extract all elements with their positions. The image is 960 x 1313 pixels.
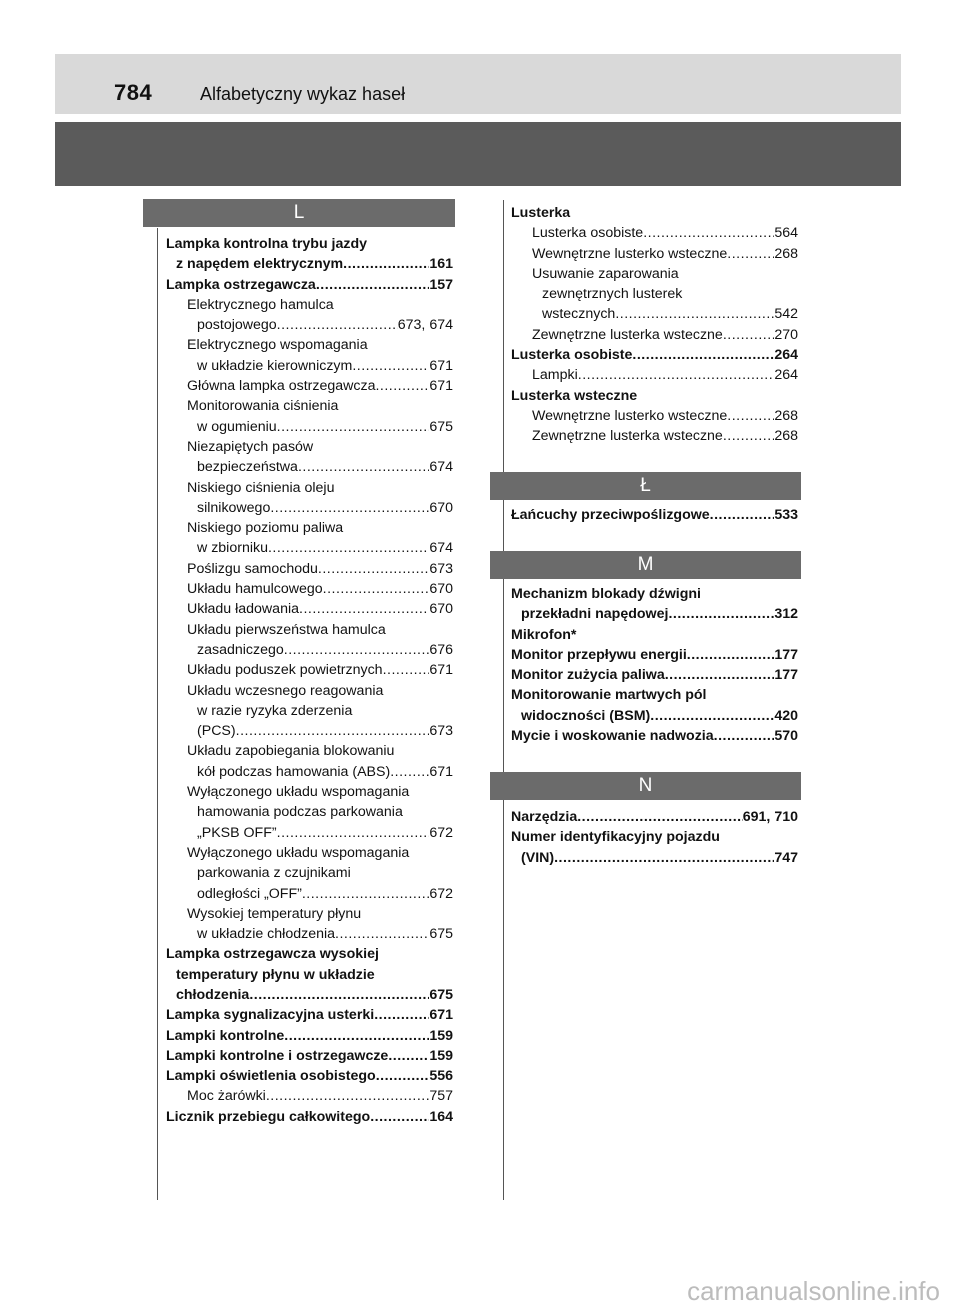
- index-entry: [511, 345, 798, 365]
- index-entry: [166, 376, 453, 396]
- index-entry-term: Lampka kontrolna trybu jazdy: [166, 236, 368, 252]
- index-entry-page: 671: [429, 1007, 453, 1024]
- index-entry-page: 675: [429, 986, 453, 1003]
- index-entry-leader: [270, 498, 429, 518]
- index-entry-page: 312: [774, 606, 798, 623]
- section-header-m: M: [490, 551, 801, 579]
- index-entry-term: Niskiego poziomu paliwa: [187, 520, 344, 537]
- index-entry-term: Wewnętrzne lusterko wsteczne: [532, 407, 728, 424]
- index-entry-leader: [390, 762, 429, 782]
- index-entry-term: zasadniczego: [197, 641, 284, 658]
- index-entry-leader: [650, 706, 774, 726]
- index-list-n: [511, 807, 798, 868]
- index-entry-term: (VIN): [521, 849, 555, 866]
- index-entry-term: w razie ryzyka zderzenia: [197, 702, 353, 719]
- section-header-n: N: [490, 772, 801, 800]
- section-header-l-stroke: Ł: [490, 472, 801, 500]
- index-entry-leader: [632, 345, 774, 365]
- index-entry-leader: [554, 848, 774, 868]
- index-entry-page: 159: [429, 1027, 453, 1044]
- index-entry: [166, 254, 453, 274]
- index-entry: [166, 1066, 453, 1086]
- index-entry: [166, 457, 453, 477]
- index-entry-leader: [284, 640, 430, 660]
- index-entry: [511, 584, 798, 604]
- index-entry: [166, 234, 453, 254]
- index-entry-term: Zewnętrzne lusterka wsteczne: [532, 428, 723, 445]
- index-entry-term: w układzie chłodzenia: [197, 926, 336, 943]
- index-entry-page: 270: [774, 326, 798, 343]
- index-entry: [166, 417, 453, 437]
- index-entry: [166, 985, 453, 1005]
- index-entry-leader: [266, 1086, 429, 1106]
- index-entry: [166, 1046, 453, 1066]
- index-entry: [166, 396, 453, 416]
- index-entry-leader: [316, 275, 430, 295]
- index-entry-page: 670: [429, 601, 453, 618]
- index-entry-leader: [615, 304, 774, 324]
- index-entry-term: w zbiorniku: [197, 540, 268, 557]
- index-entry: [166, 823, 453, 843]
- index-entry: [166, 681, 453, 701]
- index-entry-term: zewnętrznych lusterek: [542, 286, 683, 303]
- index-entry-page: 671: [429, 763, 453, 780]
- section-header-l: L: [143, 199, 455, 227]
- index-entry-term: (PCS): [197, 723, 236, 740]
- index-entry-page: 691, 710: [742, 809, 798, 825]
- index-entry-page: 674: [429, 459, 453, 476]
- index-entry-page: 670: [429, 499, 453, 516]
- index-entry: [166, 863, 453, 883]
- index-entry: [511, 203, 798, 223]
- header-band: [55, 54, 901, 114]
- header-dark-band: [55, 122, 901, 186]
- index-entry-term: silnikowego: [197, 499, 271, 516]
- index-list-l-continued: [511, 203, 798, 447]
- index-entry: [511, 848, 798, 868]
- watermark-text: carmanualsonline.info: [687, 1276, 940, 1306]
- index-entry-leader: [710, 505, 775, 525]
- index-entry-term: Układu ładowania: [187, 601, 299, 618]
- index-entry-leader: [298, 457, 429, 477]
- index-entry-term: Lampka ostrzegawcza: [166, 276, 316, 293]
- index-entry-leader: [714, 726, 775, 746]
- index-entry: [166, 275, 453, 295]
- index-entry-page: 177: [774, 646, 798, 663]
- index-entry-term: Układu zapobiegania blokowaniu: [187, 743, 395, 760]
- index-entry-term: w ogumieniu: [197, 418, 277, 435]
- index-entry-term: hamowania podczas parkowania: [197, 804, 403, 821]
- index-entry-term: chłodzenia: [176, 986, 250, 1003]
- index-entry: [166, 965, 453, 985]
- index-entry: [511, 625, 798, 645]
- index-entry-term: Wyłączonego układu wspomagania: [187, 844, 410, 861]
- index-entry: [166, 1026, 453, 1046]
- index-entry-leader: [302, 884, 429, 904]
- index-entry-leader: [236, 721, 430, 741]
- index-entry: [166, 904, 453, 924]
- index-entry-page: 164: [429, 1108, 453, 1125]
- index-entry-term: Lampki kontrolne i ostrzegawcze: [166, 1047, 389, 1064]
- index-entry-page: 420: [774, 707, 798, 724]
- index-entry-term: Elektrycznego hamulca: [187, 296, 334, 313]
- index-entry-term: Lampki: [532, 367, 578, 384]
- index-entry: [511, 807, 798, 827]
- index-entry-term: Łańcuchy przeciwpoślizgowe: [511, 507, 710, 523]
- index-entry: [166, 518, 453, 538]
- index-entry-leader: [643, 223, 774, 243]
- index-entry-term: postojowego: [197, 317, 277, 334]
- index-entry-term: w układzie kierowniczym: [197, 357, 353, 374]
- index-entry: [511, 827, 798, 847]
- index-entry-term: Numer identyfikacyjny pojazdu: [511, 829, 720, 846]
- index-entry-page: 673: [429, 723, 453, 740]
- index-entry: [166, 843, 453, 863]
- index-entry-page: 268: [774, 245, 798, 262]
- index-entry-leader: [376, 1066, 430, 1086]
- index-entry: [166, 1107, 453, 1127]
- index-entry-term: z napędem elektrycznym: [176, 256, 344, 273]
- index-entry: [511, 325, 798, 345]
- index-entry-leader: [352, 356, 429, 376]
- index-entry-term: bezpieczeństwa: [197, 459, 298, 476]
- index-entry-leader: [723, 426, 775, 446]
- index-entry: [166, 1086, 453, 1106]
- index-entry: [166, 538, 453, 558]
- index-entry-page: 570: [774, 728, 798, 745]
- index-entry-page: 676: [429, 641, 453, 658]
- index-entry: [166, 1005, 453, 1025]
- index-entry: [166, 498, 453, 518]
- index-entry-term: Lampka ostrzegawcza wysokiej: [166, 946, 379, 963]
- index-entry-term: Układu pierwszeństwa hamulca: [187, 621, 386, 638]
- index-entry-leader: [727, 406, 774, 426]
- index-entry-term: Wewnętrzne lusterko wsteczne: [532, 245, 728, 262]
- index-entry-leader: [277, 823, 430, 843]
- index-entry-term: kół podczas hamowania (ABS): [197, 763, 391, 780]
- index-entry-page: 673, 674: [397, 317, 453, 334]
- index-entry-leader: [299, 599, 429, 619]
- index-entry-page: 268: [774, 428, 798, 445]
- index-entry: [166, 295, 453, 315]
- index-entry: [166, 640, 453, 660]
- index-entry-term: Moc żarówki: [187, 1088, 266, 1105]
- column-divider-left: [157, 228, 158, 1200]
- index-entry-leader: [578, 365, 775, 385]
- index-entry-leader: [284, 1026, 429, 1046]
- index-entry-term: Wysokiej temperatury płynu: [187, 905, 362, 922]
- index-entry: [511, 505, 798, 525]
- index-entry-term: Lusterka osobiste: [511, 347, 633, 364]
- index-entry: [511, 264, 798, 284]
- index-entry-page: 671: [429, 357, 453, 374]
- index-entry: [166, 782, 453, 802]
- index-entry-term: Lampki kontrolne: [166, 1027, 285, 1044]
- index-entry: [511, 365, 798, 385]
- index-entry-page: 533: [774, 507, 798, 523]
- index-entry-term: Poślizgu samochodu: [187, 560, 318, 577]
- index-entry-term: Usuwanie zaparowania: [532, 265, 679, 282]
- index-entry-page: 177: [774, 667, 798, 684]
- index-entry-page: 268: [774, 407, 798, 424]
- index-entry-leader: [375, 376, 429, 396]
- index-entry: [511, 304, 798, 324]
- index-entry-page: 670: [429, 581, 453, 598]
- index-entry-leader: [577, 807, 743, 827]
- index-entry-term: przekładni napędowej: [521, 606, 669, 623]
- page-title: Alfabetyczny wykaz haseł: [200, 84, 406, 104]
- index-entry-page: 673: [429, 560, 453, 577]
- index-entry-leader: [343, 254, 429, 274]
- index-entry: [166, 924, 453, 944]
- index-entry-term: Monitor zużycia paliwa: [511, 667, 665, 684]
- index-entry-term: Wyłączonego układu wspomagania: [187, 784, 410, 801]
- index-entry-term: Monitorowania ciśnienia: [187, 398, 339, 415]
- index-entry-term: widoczności (BSM): [521, 707, 651, 724]
- index-entry: [166, 559, 453, 579]
- index-entry-term: Układu wczesnego reagowania: [187, 682, 384, 699]
- index-entry-page: 556: [429, 1068, 453, 1085]
- index-entry-page: 671: [429, 378, 453, 395]
- index-entry-leader: [277, 417, 430, 437]
- index-entry-term: wstecznych: [542, 306, 616, 323]
- index-entry-term: odległości „OFF”: [197, 885, 302, 902]
- index-entry: [166, 660, 453, 680]
- index-entry: [511, 426, 798, 446]
- index-entry-page: 757: [429, 1088, 453, 1105]
- index-entry: [166, 944, 453, 964]
- index-entry-term: Niezapiętych pasów: [187, 438, 314, 455]
- index-list-m: [511, 584, 798, 746]
- index-entry: [511, 406, 798, 426]
- index-entry: [511, 685, 798, 705]
- index-entry-page: 542: [774, 306, 798, 323]
- index-entry-leader: [374, 1005, 429, 1025]
- index-entry-leader: [370, 1107, 429, 1127]
- index-entry: [511, 244, 798, 264]
- index-entry-page: 675: [429, 926, 453, 943]
- index-entry: [166, 741, 453, 761]
- index-entry: [166, 620, 453, 640]
- column-divider-right: [503, 200, 504, 1200]
- index-entry-term: Monitor przepływu energii: [511, 646, 687, 663]
- index-entry-leader: [249, 985, 429, 1005]
- index-entry-term: Lusterka osobiste: [532, 225, 644, 242]
- index-entry-term: „PKSB OFF”: [197, 824, 277, 841]
- index-entry-term: parkowania z czujnikami: [197, 865, 351, 882]
- index-entry-page: 672: [429, 885, 453, 902]
- index-entry-leader: [668, 604, 774, 624]
- index-entry-term: Lampki oświetlenia osobistego: [166, 1068, 376, 1085]
- index-entry-leader: [277, 315, 398, 335]
- index-list-l-stroke: [511, 505, 798, 525]
- index-entry-page: 747: [774, 849, 798, 866]
- index-entry: [166, 356, 453, 376]
- index-entry-page: 161: [429, 256, 453, 273]
- index-entry-leader: [318, 559, 429, 579]
- index-entry: [511, 665, 798, 685]
- index-entry-page: 264: [774, 347, 798, 364]
- index-entry: [166, 721, 453, 741]
- index-entry: [166, 315, 453, 335]
- index-entry-leader: [665, 665, 775, 685]
- index-entry-leader: [335, 924, 429, 944]
- index-entry: [166, 478, 453, 498]
- index-entry-term: Mycie i woskowanie nadwozia: [511, 728, 714, 745]
- page-number: 784: [114, 80, 153, 105]
- index-entry: [166, 579, 453, 599]
- index-entry-page: 675: [429, 418, 453, 435]
- index-entry-term: Narzędzia: [511, 809, 578, 825]
- index-entry-term: Zewnętrzne lusterka wsteczne: [532, 326, 723, 343]
- index-entry-leader: [268, 538, 429, 558]
- index-entry-page: 159: [429, 1047, 453, 1064]
- index-entry: [511, 726, 798, 746]
- index-entry-term: Mikrofon*: [511, 626, 577, 643]
- index-entry-term: Układu hamulcowego: [187, 581, 323, 598]
- index-entry: [511, 284, 798, 304]
- index-entry: [166, 599, 453, 619]
- index-entry-term: Układu poduszek powietrznych: [187, 662, 383, 679]
- index-entry-term: Niskiego ciśnienia oleju: [187, 479, 335, 496]
- index-entry-page: 672: [429, 824, 453, 841]
- index-list-l: [166, 234, 453, 1127]
- index-entry-term: temperatury płynu w układzie: [176, 966, 375, 983]
- index-entry: [511, 604, 798, 624]
- index-entry: [166, 884, 453, 904]
- index-entry-page: 264: [774, 367, 798, 384]
- index-entry-leader: [687, 645, 775, 665]
- index-entry: [166, 437, 453, 457]
- index-entry-term: Lusterka wsteczne: [511, 387, 638, 404]
- index-entry: [511, 223, 798, 243]
- index-entry-leader: [727, 244, 774, 264]
- index-entry-term: Lusterka: [511, 205, 571, 221]
- index-entry: [166, 335, 453, 355]
- index-entry: [166, 701, 453, 721]
- index-entry-term: Licznik przebiegu całkowitego: [166, 1108, 371, 1125]
- index-entry-page: 671: [429, 662, 453, 679]
- index-entry-page: 157: [429, 276, 453, 293]
- index-entry-page: 674: [429, 540, 453, 557]
- index-entry-leader: [388, 1046, 429, 1066]
- index-entry: [511, 386, 798, 406]
- index-entry-term: Mechanizm blokady dźwigni: [511, 586, 701, 602]
- index-entry: [511, 645, 798, 665]
- index-entry-term: Lampka sygnalizacyjna usterki: [166, 1007, 375, 1024]
- index-entry-term: Monitorowanie martwych pól: [511, 687, 707, 704]
- index-entry-leader: [383, 660, 430, 680]
- index-entry-term: Elektrycznego wspomagania: [187, 337, 368, 354]
- index-entry-term: Główna lampka ostrzegawcza: [187, 378, 376, 395]
- index-entry: [166, 802, 453, 822]
- index-entry-leader: [723, 325, 775, 345]
- index-entry-leader: [323, 579, 430, 599]
- index-entry-page: 564: [774, 225, 798, 242]
- index-entry: [511, 706, 798, 726]
- index-entry: [166, 762, 453, 782]
